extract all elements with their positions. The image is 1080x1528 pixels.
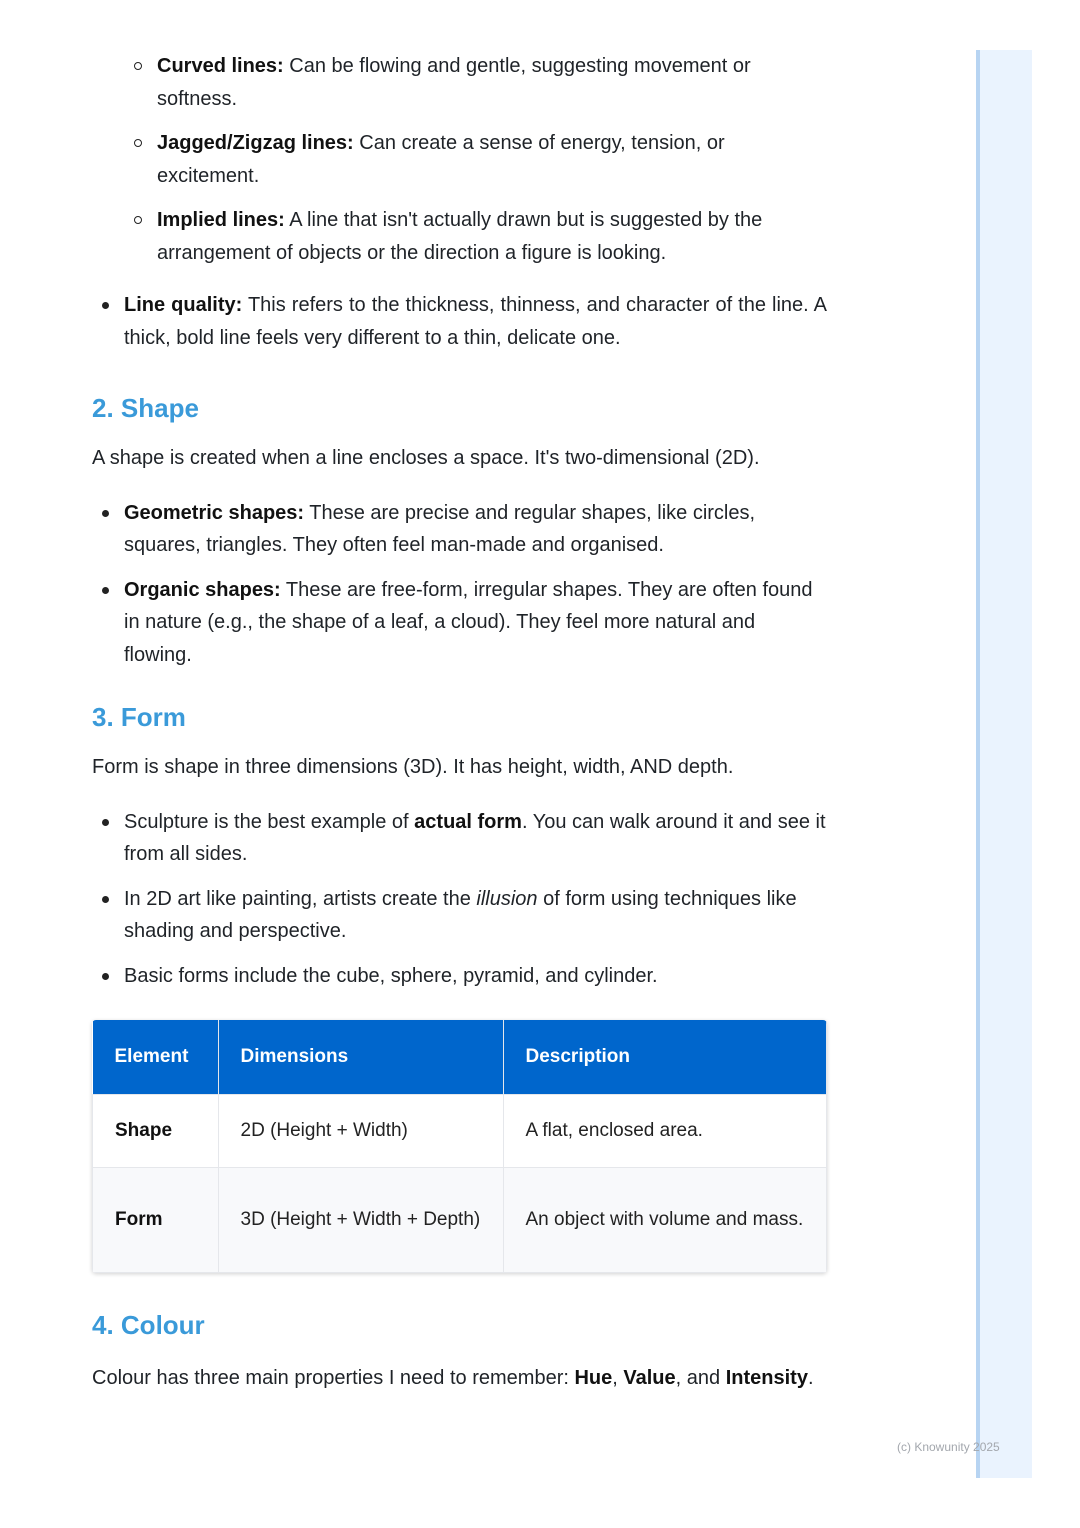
- term: Intensity: [725, 1367, 808, 1389]
- table-row: [93, 1095, 827, 1168]
- line-quality-list: [124, 289, 827, 354]
- list-item: [124, 960, 827, 993]
- section-heading-shape: 2. Shape: [92, 393, 199, 423]
- list-item: [124, 289, 827, 354]
- table-cell: 2D (Height + Width): [218, 1095, 503, 1168]
- colour-intro: [92, 1361, 827, 1396]
- shape-intro: A shape is created when a line encloses a space. It's two-dimensional (2D).: [92, 447, 760, 469]
- table-cell: Shape: [93, 1095, 219, 1168]
- term: Jagged/Zigzag lines:: [157, 132, 354, 154]
- term: Organic shapes:: [124, 578, 281, 601]
- table-row: [93, 1168, 827, 1273]
- form-intro: Form is shape in three dimensions (3D). It has height, width, AND depth.: [92, 756, 734, 778]
- table-header: Element: [93, 1020, 219, 1095]
- table-cell: A flat, enclosed area.: [503, 1095, 827, 1168]
- list-item: [124, 883, 827, 948]
- text: ,: [612, 1367, 624, 1389]
- text: of form using techniques like shading and perspective.: [124, 887, 797, 942]
- term: Implied lines:: [157, 209, 285, 231]
- definition: Can be flowing and gentle, suggesting movement or softness.: [157, 55, 751, 110]
- line-types-list: [157, 50, 827, 269]
- comparison-table: [92, 1020, 827, 1273]
- list-item: [157, 50, 827, 115]
- table-header: Description: [503, 1020, 827, 1095]
- text: .: [807, 1367, 814, 1389]
- term: Geometric shapes:: [124, 501, 305, 524]
- emphasis: illusion: [476, 887, 538, 910]
- form-list: [124, 806, 827, 993]
- definition: A line that isn't actually drawn but is suggested by the arrangement of objects or the direction a figure is looking.: [157, 209, 763, 264]
- side-panel: [976, 50, 1032, 1478]
- list-item: [157, 204, 827, 269]
- section-heading-form: 3. Form: [92, 702, 186, 732]
- side-panel-border: [976, 50, 980, 1478]
- term: Hue: [574, 1367, 613, 1389]
- list-item: [157, 127, 827, 192]
- list-item: [124, 806, 827, 871]
- section-heading-colour: 4. Colour: [92, 1310, 205, 1340]
- text: Basic forms include the cube, sphere, pyramid, and cylinder.: [124, 964, 658, 987]
- definition: These are free-form, irregular shapes. They are often found in nature (e.g., the shape of a leaf, a cloud). They feel more natural and flowing.: [124, 578, 813, 666]
- term: Value: [623, 1367, 676, 1389]
- definition: These are precise and regular shapes, like circles, squares, triangles. They often feel man-made and organised.: [124, 501, 756, 556]
- table-header: Dimensions: [218, 1020, 503, 1095]
- table-cell: Form: [93, 1168, 219, 1273]
- document-content: [92, 50, 827, 1396]
- term: Line quality:: [124, 294, 243, 316]
- list-item: [124, 574, 827, 672]
- term: Curved lines:: [157, 55, 284, 77]
- table-cell: An object with volume and mass.: [503, 1168, 827, 1273]
- definition: This refers to the thickness, thinness, and character of the line. A thick, bold line feels very different to a thin, delicate one.: [124, 294, 827, 349]
- text: In 2D art like painting, artists create the: [124, 887, 477, 910]
- table-cell: 3D (Height + Width + Depth): [218, 1168, 503, 1273]
- shape-list: [124, 497, 827, 672]
- copyright-notice: (c) Knowunity 2025: [897, 1440, 1000, 1454]
- text: . You can walk around it and see it from all sides.: [124, 810, 826, 865]
- text: , and: [675, 1367, 726, 1389]
- list-item: [124, 497, 827, 562]
- term: actual form: [414, 810, 522, 833]
- definition: Can create a sense of energy, tension, or excitement.: [157, 132, 725, 187]
- text: Colour has three main properties I need to remember:: [92, 1367, 575, 1389]
- text: Sculpture is the best example of: [124, 810, 415, 833]
- table-header-row: [93, 1020, 827, 1095]
